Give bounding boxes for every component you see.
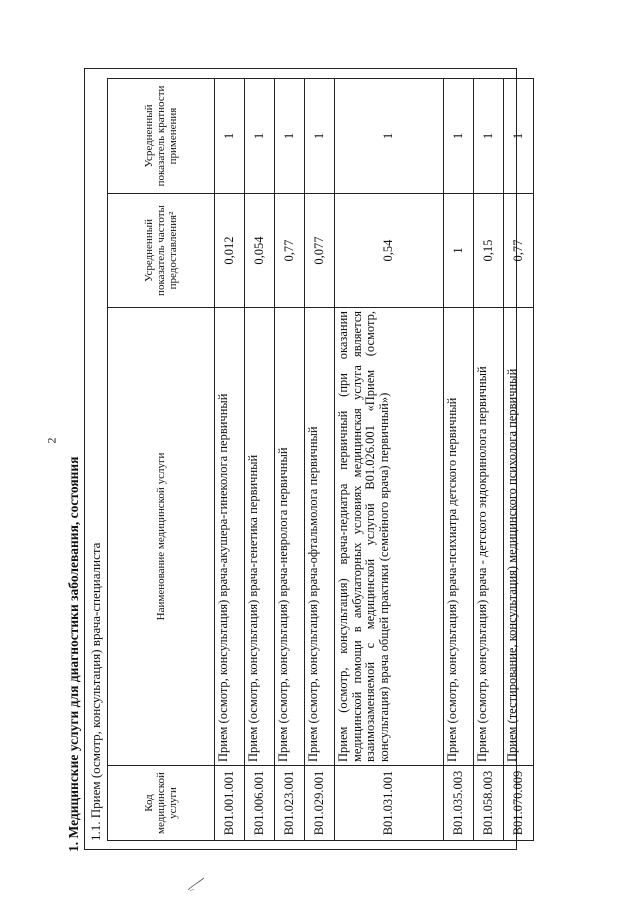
service-multiplicity: 1 xyxy=(305,79,335,194)
services-table xyxy=(107,78,534,841)
service-frequency: 0,077 xyxy=(305,194,335,308)
table-row xyxy=(215,79,245,841)
table-row xyxy=(444,79,474,841)
service-frequency: 0,15 xyxy=(474,194,504,308)
table-row xyxy=(504,79,534,841)
service-name: Прием (осмотр, консультация) врача-офтальмолога первичный xyxy=(305,308,335,766)
service-multiplicity: 1 xyxy=(215,79,245,194)
table-row xyxy=(335,79,444,841)
service-name: Прием (осмотр, консультация) врача-акушера-гинеколога первичный xyxy=(215,308,245,766)
service-code: B01.029.001 xyxy=(305,766,335,841)
header-code: Код медицинской услуги xyxy=(108,766,215,841)
service-name: Прием (осмотр, консультация) врача - детского эндокринолога первичный xyxy=(474,308,504,766)
header-frequency: Усредненный показатель частоты предоставления² xyxy=(108,194,215,308)
service-code: B01.023.001 xyxy=(275,766,305,841)
service-code: B01.058.003 xyxy=(474,766,504,841)
service-name: Прием (осмотр, консультация) врача-невролога первичный xyxy=(275,308,305,766)
page-number: 2 xyxy=(44,437,59,444)
header-name: Наименование медицинской услуги xyxy=(108,308,215,766)
service-multiplicity: 1 xyxy=(245,79,275,194)
service-multiplicity: 1 xyxy=(335,79,444,194)
service-code: B01.001.001 xyxy=(215,766,245,841)
service-code: B01.035.003 xyxy=(444,766,474,841)
rotated-content xyxy=(64,62,524,852)
subsection-title: 1.1. Прием (осмотр, консультация) врача-специалиста xyxy=(88,542,103,841)
service-name: Прием (осмотр, консультация) врача-педиатра первичный (при оказании медицинской помощи в амбулаторных условиях медицинская услуга является взаимозаменяемой с медицинской услугой B01.026.001 «Прием (осмотр, консультация) врача общей практики (семейного врача) первичный») xyxy=(335,308,444,766)
service-code: B01.006.001 xyxy=(245,766,275,841)
pen-mark xyxy=(186,876,206,892)
table-row xyxy=(305,79,335,841)
service-frequency: 0,054 xyxy=(245,194,275,308)
table-frame xyxy=(84,68,525,850)
service-frequency: 0,54 xyxy=(335,194,444,308)
service-code: B01.031.001 xyxy=(335,766,444,841)
service-frequency: 1 xyxy=(444,194,474,308)
table-row xyxy=(474,79,504,841)
service-code: B01.070.009 xyxy=(504,766,534,841)
service-frequency: 0,77 xyxy=(504,194,534,308)
service-multiplicity: 1 xyxy=(275,79,305,194)
service-name: Прием (осмотр, консультация) врача-генетика первичный xyxy=(245,308,275,766)
service-multiplicity: 1 xyxy=(504,79,534,194)
header-multiplicity: Усредненный показатель кратности применения xyxy=(108,79,215,194)
section-title: 1. Медицинские услуги для диагностики заболевания, состояния xyxy=(66,456,81,852)
service-multiplicity: 1 xyxy=(474,79,504,194)
service-name: Прием (тестирование, консультация) медицинского психолога первичный xyxy=(504,308,534,766)
service-multiplicity: 1 xyxy=(444,79,474,194)
service-frequency: 0,77 xyxy=(275,194,305,308)
service-frequency: 0,012 xyxy=(215,194,245,308)
service-name: Прием (осмотр, консультация) врача-психиатра детского первичный xyxy=(444,308,474,766)
table-row xyxy=(275,79,305,841)
table-header-row xyxy=(108,79,215,841)
table-row xyxy=(245,79,275,841)
